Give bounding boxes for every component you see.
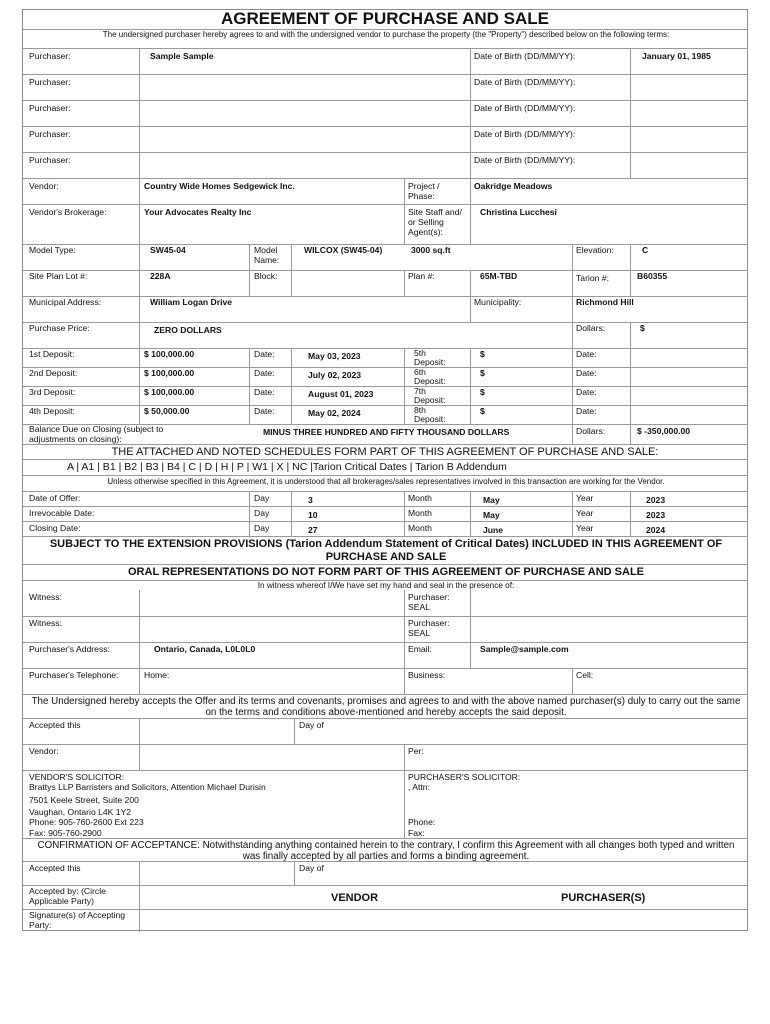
- vendor-solicitor-line2: 7501 Keele Street, Suite 200: [29, 795, 139, 805]
- municipal-address-value[interactable]: William Logan Drive: [150, 297, 233, 307]
- purchaser-address-value[interactable]: Ontario, Canada, L0L0L0: [154, 644, 256, 654]
- purchase-price-words[interactable]: ZERO DOLLARS: [154, 325, 222, 335]
- purchasers-option[interactable]: PURCHASER(S): [561, 892, 646, 904]
- irrevocable-day-label: Day: [254, 508, 270, 518]
- deposit-4-label: 4th Deposit:: [29, 406, 75, 416]
- purchaser-1-dob[interactable]: January 01, 1985: [642, 51, 711, 61]
- deposit-8-label: 8th Deposit:: [414, 405, 446, 424]
- witness-1-label: Witness:: [29, 592, 62, 602]
- deposit-3-date[interactable]: August 01, 2023: [308, 389, 374, 399]
- purchaser-4-label: Purchaser:: [29, 129, 71, 139]
- irrevocable-month-value[interactable]: May: [483, 510, 500, 520]
- project-value[interactable]: Oakridge Meadows: [474, 181, 553, 191]
- irrevocable-month-label: Month: [408, 508, 432, 518]
- tarion-value[interactable]: B60355: [637, 271, 668, 281]
- deposit-3-date-label: Date:: [254, 387, 275, 397]
- purchaser-solicitor-label: PURCHASER'S SOLICITOR:: [408, 772, 521, 782]
- email-value[interactable]: Sample@sample.com: [480, 644, 569, 654]
- deposit-1-date[interactable]: May 03, 2023: [308, 351, 361, 361]
- vendor-solicitor-line1: Brattys LLP Barristers and Solicitors, Attention Michael Durisin: [29, 782, 266, 792]
- deposit-8-amount[interactable]: $: [480, 406, 485, 416]
- offer-month-value[interactable]: May: [483, 495, 500, 505]
- deposit-7-date-label: Date:: [576, 387, 597, 397]
- offer-month-label: Month: [408, 493, 432, 503]
- vendor-solicitor-label: VENDOR'S SOLICITOR:: [29, 772, 125, 782]
- model-type-value[interactable]: SW45-04: [150, 245, 186, 255]
- deposit-4-date-label: Date:: [254, 406, 275, 416]
- deposit-8-date-label: Date:: [576, 406, 597, 416]
- purchaser-solicitor-phone: Phone:: [408, 817, 436, 827]
- model-type-label: Model Type:: [29, 245, 76, 255]
- purchaser-4-dob-label: Date of Birth (DD/MM/YY):: [474, 129, 576, 139]
- purchaser-5-label: Purchaser:: [29, 155, 71, 165]
- purchaser-1-label: Purchaser:: [29, 51, 71, 61]
- deposit-2-amount[interactable]: $ 100,000.00: [144, 368, 195, 378]
- deposit-1-date-label: Date:: [254, 349, 275, 359]
- project-label: Project / Phase:: [408, 181, 440, 201]
- closing-month-value[interactable]: June: [483, 525, 504, 535]
- extension-provisions: SUBJECT TO THE EXTENSION PROVISIONS (Tarion Addendum Statement of Critical Dates) INCLUDED IN THIS AGREEMENT OF PURCHASE AND SALE: [49, 538, 723, 563]
- closing-date-label: Closing Date:: [29, 523, 81, 533]
- purchase-price-dollars-label: Dollars:: [576, 323, 606, 333]
- document-title: AGREEMENT OF PURCHASE AND SALE: [220, 9, 550, 28]
- irrevocable-date-label: Irrevocable Date:: [29, 508, 95, 518]
- deposit-1-amount[interactable]: $ 100,000.00: [144, 349, 195, 359]
- closing-year-value[interactable]: 2024: [646, 525, 666, 535]
- irrevocable-day-value[interactable]: 10: [308, 510, 318, 520]
- site-staff-label: Site Staff and/ or Selling Agent(s):: [408, 207, 462, 237]
- deposit-4-date[interactable]: May 02, 2024: [308, 408, 361, 418]
- vendor-name[interactable]: Country Wide Homes Sedgewick Inc.: [144, 181, 295, 191]
- brokerage-note: Unless otherwise specified in this Agreement, it is understood that all brokerages/sales representatives involved in this transaction are working for the Vendor.: [107, 477, 665, 486]
- irrevocable-year-value[interactable]: 2023: [646, 510, 666, 520]
- day-of-label: Day of: [299, 720, 324, 730]
- deposit-7-label: 7th Deposit:: [414, 386, 446, 405]
- vendor-solicitor-fax: Fax: 905-760-2900: [29, 828, 102, 838]
- tarion-label: Tarion #:: [576, 273, 609, 283]
- witness-2-label: Witness:: [29, 618, 62, 628]
- purchase-price-dollars[interactable]: $: [640, 323, 645, 333]
- oral-representations: ORAL REPRESENTATIONS DO NOT FORM PART OF THIS AGREEMENT OF PURCHASE AND SALE: [128, 566, 644, 578]
- site-lot-value[interactable]: 228A: [150, 271, 171, 281]
- balance-dollars[interactable]: $ -350,000.00: [637, 426, 691, 436]
- deposit-2-date-label: Date:: [254, 368, 275, 378]
- confirm-accepted-this-label: Accepted this: [29, 863, 81, 873]
- cell-phone-label: Cell:: [576, 670, 594, 680]
- purchaser-1-name[interactable]: Sample Sample: [150, 51, 214, 61]
- closing-day-value[interactable]: 27: [308, 525, 318, 535]
- deposit-3-amount[interactable]: $ 100,000.00: [144, 387, 195, 397]
- closing-month-label: Month: [408, 523, 432, 533]
- municipality-value[interactable]: Richmond Hill: [576, 297, 634, 307]
- offer-date-label: Date of Offer:: [29, 493, 81, 503]
- signature-label: Signature(s) of Accepting Party:: [29, 910, 126, 930]
- purchase-agreement-form: [22, 9, 748, 931]
- municipal-address-label: Municipal Address:: [29, 297, 102, 307]
- block-label: Block:: [254, 271, 278, 281]
- business-phone-label: Business:: [408, 670, 446, 680]
- model-name-label: Model Name:: [254, 245, 280, 265]
- purchaser-5-dob-label: Date of Birth (DD/MM/YY):: [474, 155, 576, 165]
- per-label: Per:: [408, 746, 424, 756]
- accepted-by-label: Accepted by: (Circle Applicable Party): [29, 886, 106, 906]
- plan-label: Plan #:: [408, 271, 435, 281]
- purchaser-3-dob-label: Date of Birth (DD/MM/YY):: [474, 103, 576, 113]
- model-name-value[interactable]: WILCOX (SW45-04): [304, 245, 383, 255]
- deposit-6-amount[interactable]: $: [480, 368, 485, 378]
- closing-year-label: Year: [576, 523, 594, 533]
- offer-year-value[interactable]: 2023: [646, 495, 666, 505]
- vendor-label: Vendor:: [29, 181, 59, 191]
- purchaser-1-dob-label: Date of Birth (DD/MM/YY):: [474, 51, 576, 61]
- elevation-label: Elevation:: [576, 245, 614, 255]
- deposit-6-date-label: Date:: [576, 368, 597, 378]
- intro-text: The undersigned purchaser hereby agrees to and with the undersigned vendor to purchase the property (the "Property") described below on the following terms:: [102, 30, 670, 39]
- purchaser-2-label: Purchaser:: [29, 77, 71, 87]
- deposit-5-date-label: Date:: [576, 349, 597, 359]
- deposit-2-label: 2nd Deposit:: [29, 368, 78, 378]
- plan-value[interactable]: 65M-TBD: [480, 271, 518, 281]
- deposit-6-label: 6th Deposit:: [414, 367, 446, 386]
- deposit-2-date[interactable]: July 02, 2023: [308, 370, 362, 380]
- vendor-option[interactable]: VENDOR: [331, 892, 379, 904]
- confirm-day-of-label: Day of: [299, 863, 324, 873]
- acceptance-text: The Undersigned hereby accepts the Offer and its terms and covenants, promises and agrees to and with the above named purchaser(s) duly to carry out the same on the terms and conditions above-mentioned and hereby accepts the said deposit.: [31, 696, 741, 718]
- deposit-7-amount[interactable]: $: [480, 387, 485, 397]
- purchaser-seal-2: Purchaser: SEAL: [408, 618, 450, 638]
- purchaser-address-label: Purchaser's Address:: [29, 644, 110, 654]
- brokerage-value[interactable]: Your Advocates Realty Inc: [144, 207, 252, 217]
- schedules-list: A | A1 | B1 | B2 | B3 | B4 | C | D | H | P | W1 | X | NC |Tarion Critical Dates | Tarion B Addendum: [67, 461, 507, 473]
- vendor-signature-label: Vendor:: [29, 746, 59, 756]
- offer-day-label: Day: [254, 493, 270, 503]
- telephone-label: Purchaser's Telephone:: [29, 670, 119, 680]
- balance-label: Balance Due on Closing (subject to adjustments on closing):: [29, 424, 164, 444]
- witness-note: In witness whereof I/We have set my hand and seal in the presence of:: [257, 581, 515, 590]
- deposit-1-label: 1st Deposit:: [29, 349, 75, 359]
- vendor-solicitor-phone: Phone: 905-760-2600 Ext 223: [29, 817, 144, 827]
- vendor-solicitor-line3: Vaughan, Ontario L4K 1Y2: [29, 807, 132, 817]
- balance-dollars-label: Dollars:: [576, 426, 606, 436]
- brokerage-label: Vendor's Brokerage:: [29, 207, 107, 217]
- email-label: Email:: [408, 644, 432, 654]
- home-phone-label: Home:: [144, 670, 170, 680]
- deposit-5-amount[interactable]: $: [480, 349, 485, 359]
- purchaser-seal-1: Purchaser: SEAL: [408, 592, 450, 612]
- purchaser-solicitor-attn: , Attn:: [408, 782, 430, 792]
- purchaser-2-dob-label: Date of Birth (DD/MM/YY):: [474, 77, 576, 87]
- deposit-4-amount[interactable]: $ 50,000.00: [144, 406, 190, 416]
- purchase-price-label: Purchase Price:: [29, 323, 90, 333]
- site-staff-value[interactable]: Christina Lucchesi: [480, 207, 557, 217]
- deposit-5-label: 5th Deposit:: [414, 348, 446, 367]
- schedules-heading: THE ATTACHED AND NOTED SCHEDULES FORM PART OF THIS AGREEMENT OF PURCHASE AND SALE:: [111, 446, 659, 458]
- confirmation-of-acceptance: CONFIRMATION OF ACCEPTANCE: Notwithstanding anything contained herein to the contrary, I confirm this Agreement with all changes both typed and written was finally accepted by all parties and forms a binding agreement.: [37, 840, 735, 862]
- purchaser-3-label: Purchaser:: [29, 103, 71, 113]
- deposit-3-label: 3rd Deposit:: [29, 387, 76, 397]
- municipality-label: Municipality:: [474, 297, 522, 307]
- offer-day-value[interactable]: 3: [308, 495, 313, 505]
- model-size[interactable]: 3000 sq.ft: [411, 245, 451, 255]
- irrevocable-year-label: Year: [576, 508, 594, 518]
- balance-words[interactable]: MINUS THREE HUNDRED AND FIFTY THOUSAND DOLLARS: [263, 427, 510, 437]
- accepted-this-label: Accepted this: [29, 720, 81, 730]
- closing-day-label: Day: [254, 523, 270, 533]
- elevation-value[interactable]: C: [642, 245, 649, 255]
- offer-year-label: Year: [576, 493, 594, 503]
- site-lot-label: Site Plan Lot #:: [29, 271, 88, 281]
- purchaser-solicitor-fax: Fax:: [408, 828, 425, 838]
